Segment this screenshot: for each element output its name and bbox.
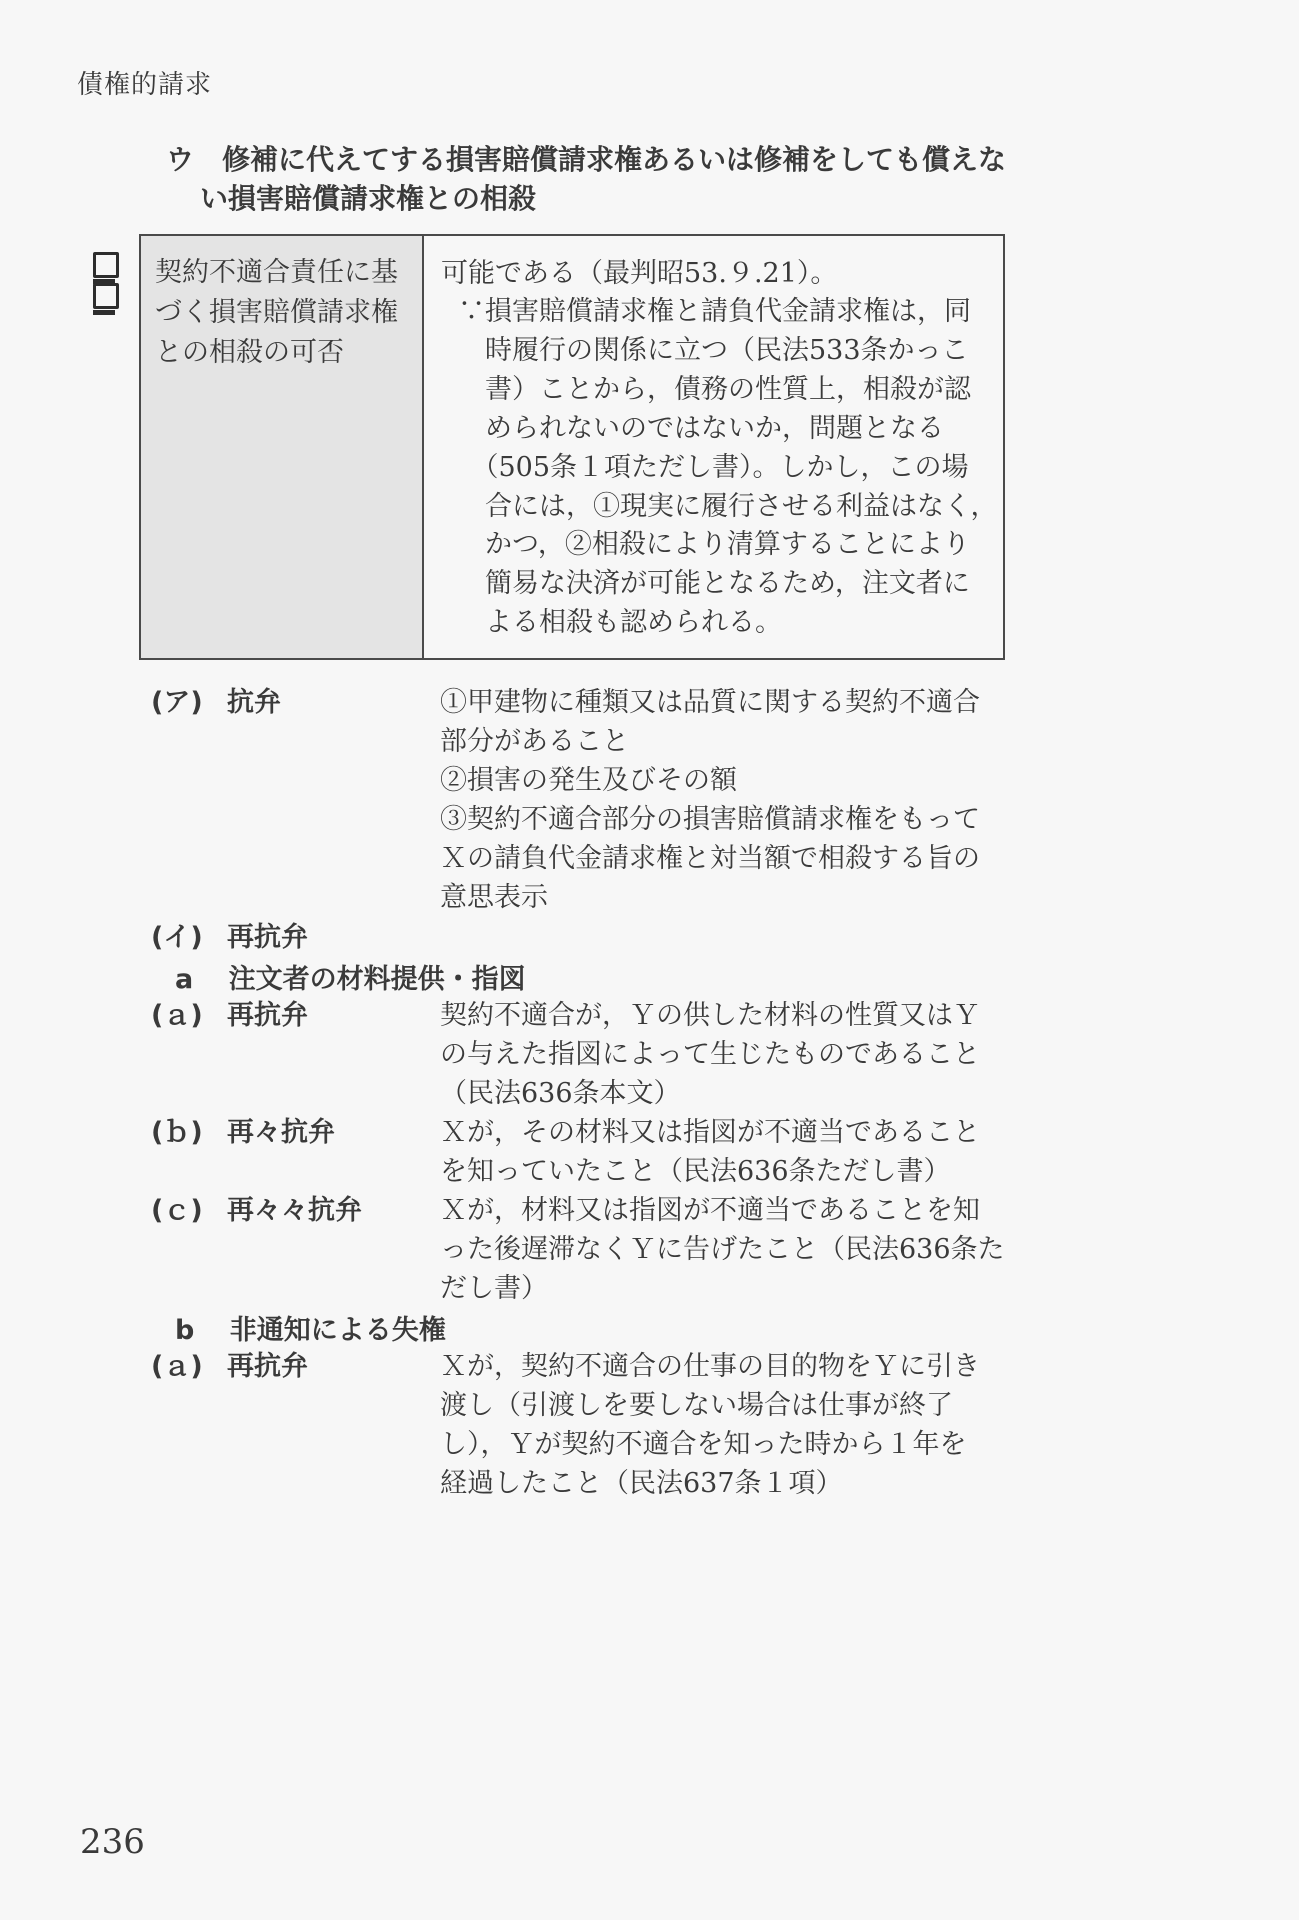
checkbox-icon[interactable]	[93, 283, 119, 309]
item-text-line: Ｘが，契約不適合の仕事の目的物をＹに引き	[440, 1351, 980, 1382]
subsection-b	[175, 1308, 446, 1347]
item-text-line: 契約不適合が，Ｙの供した材料の性質又はＹ	[440, 1000, 980, 1031]
item-text-line: 渡し（引渡しを要しない場合は仕事が終了	[440, 1390, 953, 1421]
subsection-mark: a	[175, 964, 194, 995]
item-text-line: の与えた指図によって生じたものであること	[440, 1039, 980, 1070]
item-text-line: 意思表示	[440, 882, 548, 913]
reason-line: 時履行の関係に立つ（民法533条かっこ	[458, 334, 969, 366]
section-title-line-1: 修補に代えてする損害賠償請求権あるいは修補をしても償えな	[222, 143, 1007, 176]
item-text	[440, 1347, 1000, 1503]
subsection-label: 注文者の材料提供・指図	[228, 964, 526, 995]
item-text-line: ②損害の発生及びその額	[440, 765, 737, 796]
subsection-label: 非通知による失権	[229, 1315, 446, 1346]
item-label: 再抗弁	[227, 922, 308, 953]
item-label: 再々々抗弁	[227, 1195, 362, 1226]
table-verdict: 可能である（最判昭53.９.21）。	[441, 258, 838, 289]
item-text	[440, 1113, 1000, 1191]
table-label-cell	[141, 236, 424, 658]
item-text-line: （民法636条本文）	[440, 1078, 681, 1109]
reason-line: よる相殺も認められる。	[458, 607, 782, 639]
reason-line: 簡易な決済が可能となるため，注文者に	[458, 568, 970, 600]
item-label: 再抗弁	[227, 1000, 308, 1031]
item-text-line: Ｘが，その材料又は指図が不適当であること	[440, 1117, 980, 1148]
reason-line: かつ，②相殺により清算することにより	[458, 529, 970, 561]
item-text	[440, 683, 1000, 917]
checkbox-icon[interactable]	[93, 252, 119, 278]
item-mark: (ｃ)	[151, 1195, 203, 1226]
section-title-line-2: い損害賠償請求権との相殺	[200, 182, 537, 215]
table-content-cell	[424, 236, 1003, 658]
item-text-line: Ｘが，材料又は指図が不適当であることを知	[440, 1195, 980, 1226]
page-number: 236	[80, 1822, 145, 1862]
item-mark: (イ)	[151, 922, 203, 953]
table-label-line: づく損害賠償請求権	[155, 297, 398, 328]
table-reason	[458, 293, 997, 643]
item-mark: (ア)	[151, 687, 203, 718]
item-label: 再抗弁	[227, 1351, 308, 1382]
reason-line: 合には，①現実に履行させる利益はなく，	[458, 490, 998, 522]
subsection-mark: b	[175, 1315, 195, 1346]
table-label-line: との相殺の可否	[155, 337, 344, 368]
item-text-line: ①甲建物に種類又は品質に関する契約不適合	[440, 687, 980, 718]
item-label: 再々抗弁	[227, 1117, 335, 1148]
item-text	[440, 1191, 1005, 1308]
item-text	[440, 996, 1000, 1113]
item-text-line: Ｘの請負代金請求権と対当額で相殺する旨の	[440, 843, 980, 874]
issue-table	[139, 234, 1005, 660]
item-mark: (ａ)	[151, 1351, 203, 1382]
item-text-line: った後遅滞なくＹに告げたこと（民法636条た	[440, 1234, 1005, 1265]
item-mark: (ｂ)	[151, 1117, 203, 1148]
subsection-a	[175, 957, 526, 996]
reason-line: （505条１項ただし書）。しかし，この場	[458, 451, 969, 483]
running-header: 債権的請求	[77, 70, 213, 100]
reason-line: められないのではないか，問題となる	[458, 412, 944, 444]
item-text-line: ③契約不適合部分の損害賠償請求権をもって	[440, 804, 980, 835]
reason-line: 書）ことから，債務の性質上，相殺が認	[458, 373, 971, 405]
section-mark: ウ	[166, 143, 195, 176]
item-text-line: 経過したこと（民法637条１項）	[440, 1468, 843, 1499]
item-text-line: を知っていたこと（民法636条ただし書）	[440, 1156, 951, 1187]
table-label-line: 契約不適合責任に基	[155, 257, 398, 288]
reason-line: ∵損害賠償請求権と請負代金請求権は，同	[458, 296, 971, 327]
item-label: 抗弁	[227, 687, 281, 718]
item-mark: (ａ)	[151, 1000, 203, 1031]
item-text-line: だし書）	[440, 1273, 548, 1304]
item-text-line: 部分があること	[440, 726, 629, 757]
item-text-line: し），Ｙが契約不適合を知った時から１年を	[440, 1429, 967, 1460]
